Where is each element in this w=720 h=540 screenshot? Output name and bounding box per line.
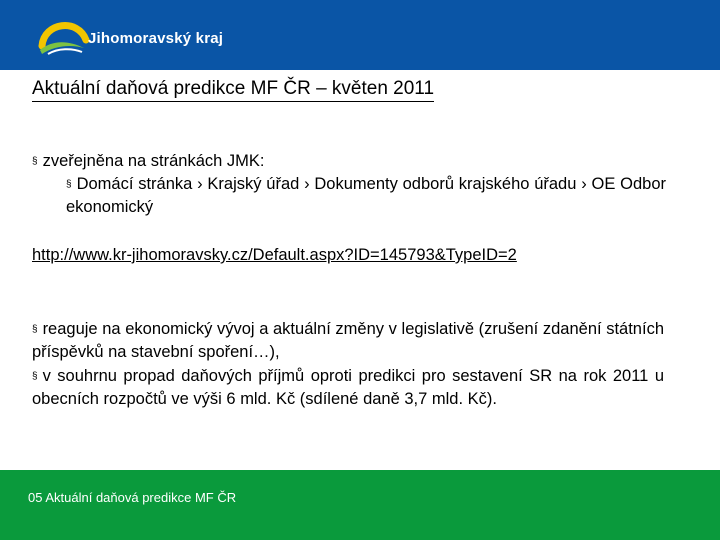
point-legislation: [32, 318, 664, 364]
slide-title: Aktuální daňová predikce MF ČR – květen 2011: [32, 78, 434, 102]
breadcrumb-text: Domácí stránka › Krajský úřad › Dokumenty odborů krajského úřadu › OE Odbor ekonomický: [66, 175, 666, 216]
source-link[interactable]: http://www.kr-jihomoravsky.cz/Default.aspx?ID=145793&TypeID=2: [32, 246, 517, 264]
point-revenue: [32, 365, 664, 411]
breadcrumb-path: [66, 173, 666, 219]
footer-bar: [0, 470, 720, 540]
published-line: [32, 150, 265, 173]
logo-icon: [38, 14, 90, 60]
point-legislation-text: reaguje na ekonomický vývoj a aktuální změny v legislativě (zrušení zdanění státních příspěvků na stavební spoření…),: [32, 320, 664, 361]
header-bar: [0, 0, 720, 70]
footer-text: 05 Aktuální daňová predikce MF ČR: [28, 490, 237, 505]
brand-name: Jihomoravský kraj: [88, 30, 224, 47]
point-revenue-text: v souhrnu propad daňových příjmů oproti predikci pro sestavení SR na rok 2011 u obecních rozpočtů ve výši 6 mld. Kč (sdílené daně 3,7 mld. Kč).: [32, 367, 664, 408]
bullet-icon: §: [32, 324, 38, 335]
published-label: zveřejněna na stránkách JMK:: [42, 152, 265, 170]
bullet-icon: §: [66, 179, 72, 190]
brand-logo: [38, 14, 238, 60]
bullet-icon: §: [32, 156, 38, 167]
bullet-icon: §: [32, 371, 38, 382]
